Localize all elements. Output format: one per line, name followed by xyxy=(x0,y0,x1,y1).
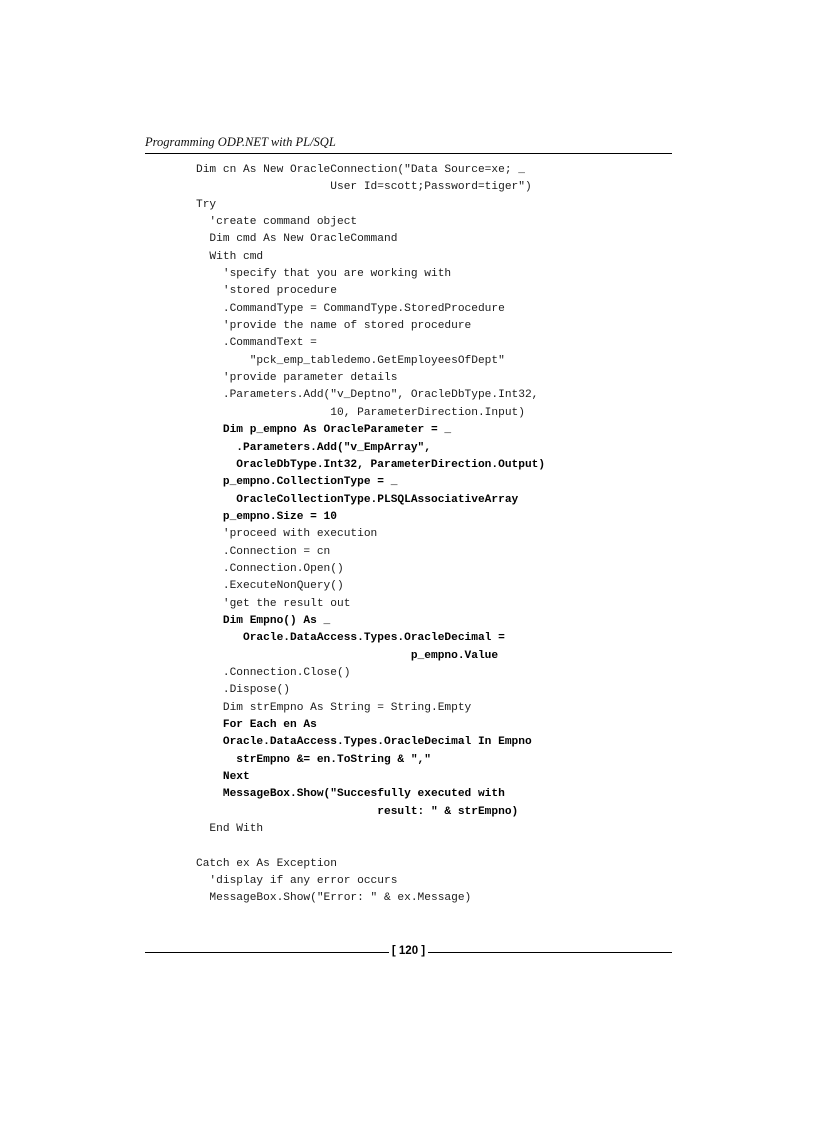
code-line: OracleCollectionType.PLSQLAssociativeArray xyxy=(196,493,519,506)
code-line xyxy=(196,838,672,855)
code-line: Dim cmd As New OracleCommand xyxy=(196,233,398,246)
code-line: 10, ParameterDirection.Input) xyxy=(196,406,525,419)
code-line: 'get the result out xyxy=(196,597,351,610)
code-line: Dim Empno() As _ xyxy=(196,614,331,627)
footer-rule-right xyxy=(428,952,672,953)
code-line: MessageBox.Show("Error: " & ex.Message) xyxy=(196,892,472,905)
code-line: User Id=scott;Password=tiger") xyxy=(196,181,532,194)
code-line: .Dispose() xyxy=(196,684,290,697)
code-line: For Each en As xyxy=(196,719,317,731)
code-line: 'provide the name of stored procedure xyxy=(196,320,472,333)
code-line: With cmd xyxy=(196,250,264,263)
code-line: .CommandType = CommandType.StoredProcedure xyxy=(196,302,505,315)
code-line: End With xyxy=(196,823,264,836)
code-line: .Connection.Open() xyxy=(196,562,344,575)
code-line: 'proceed with execution xyxy=(196,528,378,541)
page-footer xyxy=(145,943,672,963)
code-line: Dim p_empno As OracleParameter = _ xyxy=(196,424,452,437)
code-line: "pck_emp_tabledemo.GetEmployeesOfDept" xyxy=(196,354,505,367)
code-line: .Parameters.Add("v_Deptno", OracleDbType.Int32, xyxy=(196,389,539,402)
code-line: 'stored procedure xyxy=(196,285,337,298)
code-line: Dim strEmpno As String = String.Empty xyxy=(196,701,472,714)
code-line: 'create command object xyxy=(196,216,358,229)
code-line: .Connection = cn xyxy=(196,545,331,558)
code-line: 'provide parameter details xyxy=(196,372,398,385)
code-line: Oracle.DataAccess.Types.OracleDecimal = xyxy=(196,632,505,645)
code-line: .CommandText = xyxy=(196,337,317,350)
code-line: Next xyxy=(196,771,250,784)
code-line: strEmpno &= en.ToString & "," xyxy=(196,753,431,766)
code-line: p_empno.Value xyxy=(196,649,499,662)
code-line: Dim cn As New OracleConnection("Data Source=xe; _ xyxy=(196,164,525,176)
code-line: Catch ex As Exception xyxy=(196,857,337,870)
code-line: p_empno.CollectionType = _ xyxy=(196,476,398,489)
running-header-title: Programming ODP.NET with PL/SQL xyxy=(145,135,336,149)
code-line: Try xyxy=(196,198,217,211)
code-line: result: " & strEmpno) xyxy=(196,805,519,818)
code-line: 'display if any error occurs xyxy=(196,875,398,888)
page-number: [ 120 ] xyxy=(391,945,426,957)
code-line: p_empno.Size = 10 xyxy=(196,510,337,523)
code-line: .ExecuteNonQuery() xyxy=(196,580,344,593)
footer-rule-left xyxy=(145,952,389,953)
code-line: 'specify that you are working with xyxy=(196,268,452,281)
code-line: Oracle.DataAccess.Types.OracleDecimal In Empno xyxy=(196,736,532,749)
running-header xyxy=(145,133,672,154)
code-line: OracleDbType.Int32, ParameterDirection.Output) xyxy=(196,458,546,471)
code-line: .Parameters.Add("v_EmpArray", xyxy=(196,441,431,454)
code-line: .Connection.Close() xyxy=(196,666,351,679)
code-listing xyxy=(196,162,672,908)
code-line: MessageBox.Show("Succesfully executed with xyxy=(196,788,505,801)
